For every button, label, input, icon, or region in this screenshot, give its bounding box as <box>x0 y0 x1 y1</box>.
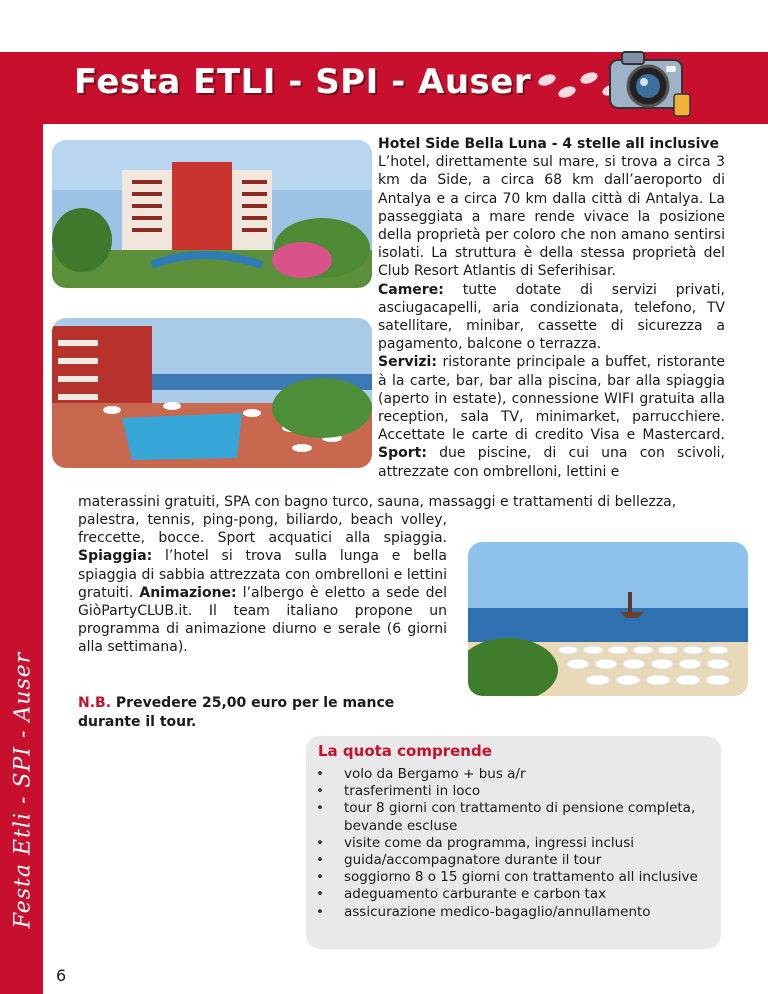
note-text: Prevedere 25,00 euro per le mance durante il tour. <box>78 695 395 730</box>
quota-item: • visite come da programma, ingressi inclusi <box>316 835 711 852</box>
hotel-title: Hotel Side Bella Luna - 4 stelle all inclusive <box>378 136 720 152</box>
continued-text: materassini gratuiti, SPA con bagno turco, sauna, massaggi e trattamenti di bellezza, <box>78 494 677 510</box>
hotel-building-photo <box>52 140 372 288</box>
hotel-description-full-line <box>78 493 725 511</box>
quota-item: • adeguamento carburante e carbon tax <box>316 886 711 903</box>
beach-photo <box>468 542 748 696</box>
hotel-description-left <box>78 511 447 657</box>
quota-box <box>306 736 721 949</box>
page-number: 6 <box>56 966 67 985</box>
animazione-text: l’albergo è eletto a sede del GiòPartyCLUB.it. Il team italiano propone un programma di animazione diurno e serale (6 giorni alla settimana). <box>78 584 447 656</box>
quota-item: • volo da Bergamo + bus a/r <box>316 766 711 783</box>
sport-label: Sport: <box>378 445 427 462</box>
quota-item: • guida/accompagnatore durante il tour <box>316 852 711 869</box>
side-vertical-label <box>8 600 38 980</box>
camere-label: Camere: <box>378 281 444 298</box>
sport-text: due piscine, di cui una con scivoli, attrezzate con ombrelloni, lettini e <box>378 445 725 480</box>
camere-paragraph <box>378 281 725 354</box>
hotel-intro-text: L’hotel, direttamente sul mare, si trova a circa 3 km da Side, a circa 68 km dall’aeroporto di Antalya e a circa 70 km dalla città di Antalya. La passeggiata a mare rende vivace la posizione della proprietà per coloro che non amano sentirsi isolati. La struttura è della stessa proprietà del Club Resort Atlantis di Seferihisar. <box>378 154 725 280</box>
quota-list <box>316 766 711 921</box>
spiaggia-label: Spiaggia: <box>78 548 153 565</box>
camera-icon <box>604 42 696 120</box>
pool-photo <box>52 318 372 468</box>
quota-title: La quota comprende <box>318 742 492 760</box>
quota-item: • trasferimenti in loco <box>316 783 711 800</box>
quota-item: • assicurazione medico-bagaglio/annullamento <box>316 904 711 921</box>
hotel-intro <box>378 153 725 280</box>
spiaggia-text: l’hotel si trova sulla lunga e bella spiaggia di sabbia attrezzata con ombrelloni e lettini gratuiti. <box>78 548 447 601</box>
side-label-text: Festa Etli - SPI - Auser <box>10 651 36 929</box>
quota-item: • tour 8 giorni con trattamento di pensione completa, bevande escluse <box>316 800 711 834</box>
servizi-paragraph <box>378 353 725 480</box>
hotel-description-right <box>378 135 725 481</box>
servizi-label: Servizi: <box>378 354 437 371</box>
page-title: Festa ETLI - SPI - Auser <box>74 62 532 102</box>
animazione-label: Animazione: <box>139 584 237 601</box>
servizi-text: ristorante principale a buffet, ristorante à la carte, bar, bar alla piscina, bar alla spiaggia (aperto in estate), connessione WIFI gratuita alla reception, sala TV, minimarket, parrucchiere. Accettate le carte di credito Visa e Mastercard. <box>378 354 725 444</box>
left-paragraph <box>78 511 447 657</box>
sport-continued-text: palestra, tennis, ping-pong, biliardo, beach volley, freccette, bocce. Sport acquatici alla spiaggia. <box>78 512 447 547</box>
camere-text: tutte dotate di servizi privati, asciugacapelli, aria condizionata, telefono, TV satellitare, minibar, cassette di sicurezza a pagamento, balcone o terrazza. <box>378 281 725 353</box>
note-label: N.B. <box>78 695 112 711</box>
note-paragraph <box>78 694 453 732</box>
quota-item: • soggiorno 8 o 15 giorni con trattamento all inclusive <box>316 869 711 886</box>
